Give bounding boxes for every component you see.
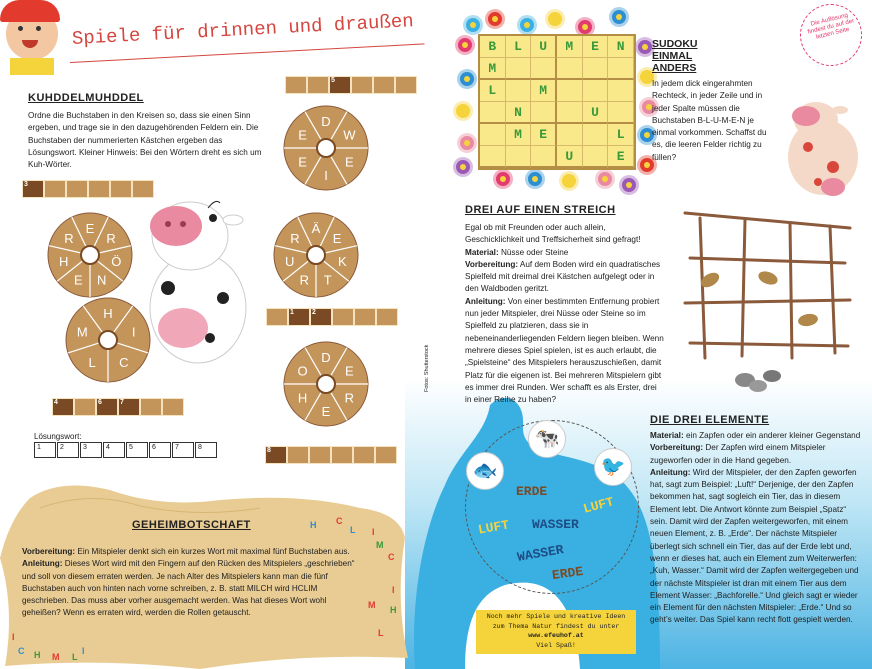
box-number: 4 <box>54 399 58 406</box>
elemente-vorbereitung-text: Der Zapfen wird einem Mitspieler zugeworfen oder in die Hand gegeben. <box>650 443 826 465</box>
flower-icon <box>548 12 562 26</box>
geheim-anleitung-text: Dieses Wort wird mit den Fingern auf den Rücken des Mitspielers „geschrieben“ und soll von diesem erraten werden. Je nach Alter des Mitspielers kann man die fünf Buchstaben auch von hinten nach vorne schreiben, z. B. statt MILCH wird HCLIM geschrieben. Das muss aber vorher ausgemacht werden. Was hat dieses Wort wohl geheißen? Wenn es erraten wird, werden die Rollen getauscht. <box>22 559 355 618</box>
element-wasser: WASSER <box>532 517 579 532</box>
solution-box-number: 6 <box>152 444 156 451</box>
wheel-letter: R <box>299 272 309 288</box>
box-number: 1 <box>290 309 294 316</box>
more-info-box <box>476 610 636 654</box>
solution-box-number: 1 <box>37 444 41 451</box>
flower-icon <box>496 172 510 186</box>
elemente-vorbereitung-label: Vorbereitung: <box>650 443 704 453</box>
sudoku-cell[interactable] <box>531 58 557 80</box>
more-info-line: Viel Spaß! <box>536 641 576 649</box>
sudoku-cell[interactable] <box>608 102 634 124</box>
scatter-letter: H <box>34 650 41 660</box>
drei-heading: DREI AUF EINEN STREICH <box>465 204 616 216</box>
wheel-letter: H <box>297 390 308 406</box>
flower-icon <box>460 136 474 150</box>
wheel-letter: E <box>298 154 307 170</box>
solution-label: Lösungswort: <box>34 432 82 441</box>
geheim-text <box>22 546 357 620</box>
wheel-letter: T <box>323 272 332 288</box>
sudoku-heading <box>652 38 698 74</box>
fish-icon: 🐟 <box>466 452 504 490</box>
letter-wheel <box>48 213 132 297</box>
scatter-letter: L <box>378 628 384 638</box>
element-erde: ERDE <box>516 484 548 499</box>
sudoku-cell[interactable] <box>480 146 506 168</box>
cow-illustration <box>128 188 268 368</box>
wheel-letter: Ä <box>311 221 321 236</box>
scatter-letter: C <box>388 552 395 562</box>
sudoku-grid <box>478 34 636 170</box>
wheel-letter: H <box>103 306 113 321</box>
geheim-vorbereitung-label: Vorbereitung: <box>22 547 76 556</box>
sudoku-cell[interactable] <box>583 80 609 102</box>
sudoku-cell[interactable] <box>608 80 634 102</box>
sudoku-cell[interactable] <box>583 58 609 80</box>
scatter-letter: I <box>12 632 15 642</box>
wheel-letter: I <box>324 168 328 183</box>
sudoku-cell[interactable] <box>506 146 532 168</box>
drei-vorbereitung-label: Vorbereitung: <box>465 259 519 269</box>
solution-box-number: 3 <box>83 444 87 451</box>
sudoku-cell[interactable]: L <box>506 36 532 58</box>
box-number: 2 <box>312 309 316 316</box>
flower-icon <box>466 18 480 32</box>
sudoku-cell[interactable] <box>506 58 532 80</box>
flower-icon <box>488 12 502 26</box>
wheel-letter: L <box>88 354 96 370</box>
page-title: Spiele für drinnen und draußen <box>71 10 415 50</box>
sudoku-cell[interactable]: E <box>583 36 609 58</box>
solution-box-number: 5 <box>129 444 133 451</box>
box-number: 6 <box>98 399 102 406</box>
wheel-letter: D <box>321 350 331 365</box>
wheel-letter: E <box>73 272 83 288</box>
wheel-letter: E <box>332 231 342 247</box>
solution-box[interactable] <box>172 442 194 458</box>
letter-wheel <box>274 213 358 297</box>
elemente-text <box>650 430 865 627</box>
sudoku-cell[interactable] <box>557 124 583 146</box>
scatter-letter: M <box>376 540 384 550</box>
letter-wheel <box>284 342 368 426</box>
elemente-anleitung-text: Wird der Mitspieler, der den Zapfen geworfen hat, sagt zum Beispiel: „Luft!“ Derjenige, der den Zapfen bekommen hat, sagt sogleich ein Tier, das in diesem Element lebt. Die Antwort könnte zum Beispiel „Spatz“ sein. Damit wird der Zapfen weitergeworfen, mit einem neuen Element, z. B. „Erde“. Der nächste Mitspieler überlegt sich schnell ein Tier, das auf der Erde lebt und, wenn er dieses hat, auch ein Element zum Weiterwerfen: „Kuh, Wasser.“ Damit wird der Zapfen weitergegeben und der nächste Mitspieler ist dran mit einem Tier aus dem Element Wasser: „Bachforelle.“ Und gleich sagt er wieder ein Element für den nächsten Mitspieler: „Erde.“ Und so geht’s weiter. Das Spiel kann recht flott gespielt werden. <box>650 467 859 625</box>
sudoku-cell[interactable]: M <box>531 80 557 102</box>
flower-icon <box>458 38 472 52</box>
more-info-line: Noch mehr Spiele und kreative Ideen <box>486 613 626 620</box>
sudoku-cell[interactable] <box>608 58 634 80</box>
drei-material-text: Nüsse oder Steine <box>500 247 569 257</box>
solution-box[interactable] <box>195 442 217 458</box>
element-luft: LUFT <box>476 517 511 538</box>
wheel-letter: K <box>337 254 347 270</box>
solution-box[interactable] <box>57 442 79 458</box>
solution-box[interactable] <box>80 442 102 458</box>
wheel-letter: R <box>344 390 355 406</box>
wheel-letter: C <box>119 354 129 370</box>
flower-icon <box>638 40 652 54</box>
sudoku-cell[interactable]: B <box>480 36 506 58</box>
drei-text <box>465 222 665 406</box>
drei-vorbereitung-text: Auf dem Boden wird ein quadratisches Spielfeld mit dreimal drei Kästchen aufgelegt oder in den Waldboden geritzt. <box>465 259 661 294</box>
wheel-letter: H <box>58 254 69 270</box>
sudoku-cell[interactable] <box>506 80 532 102</box>
sudoku-cell[interactable] <box>480 124 506 146</box>
sudoku-cell[interactable] <box>531 146 557 168</box>
solution-box-number: 2 <box>60 444 64 451</box>
scatter-letter: I <box>392 585 395 595</box>
scatter-letter: H <box>310 520 317 530</box>
geheim-heading: GEHEIMBOTSCHAFT <box>132 519 251 531</box>
sudoku-heading-line: ANDERS <box>652 62 697 74</box>
more-info-line: zum Thema Natur findest du unter <box>492 622 620 630</box>
flower-icon <box>562 174 576 188</box>
solution-box-number: 7 <box>175 444 179 451</box>
solution-box[interactable] <box>34 442 56 458</box>
sudoku-text: In jedem dick eingerahmten Rechteck, in jeder Zeile und in jeder Spalte müssen die Buchstaben B-L-U-M-E-N je einmal vorkommen. Schaffst du es, die leeren Felder richtig zu füllen? <box>652 79 767 162</box>
elemente-anleitung-label: Anleitung: <box>650 467 691 477</box>
sudoku-cell[interactable]: U <box>557 146 583 168</box>
flower-icon <box>456 104 470 118</box>
scatter-letter: C <box>18 646 25 656</box>
element-luft: LUFT <box>581 494 616 517</box>
solution-note: Die Auflösung findest du auf der letzten Seite <box>806 11 856 41</box>
wheel-letter: D <box>321 114 331 129</box>
kuhddel-text: Ordne die Buchstaben in den Kreisen so, dass sie einen Sinn ergeben, und trage sie in den dazugehörenden Feldern ein. Die Buchstaben der nummerierten Kästchen ergeben das Lösungswort. Kleiner Hinweis: Bei den Wörtern dreht es sich um Kuh-Wörter. <box>28 111 262 170</box>
sudoku-cell[interactable]: L <box>608 124 634 146</box>
wheel-letter: E <box>321 404 331 419</box>
sudoku-cell[interactable] <box>480 102 506 124</box>
wheel-letter: U <box>284 254 295 270</box>
flower-icon <box>520 18 534 32</box>
wheel-letter: R <box>64 231 74 247</box>
sudoku-cell[interactable] <box>557 80 583 102</box>
box-number: 8 <box>267 447 271 454</box>
scatter-letter: I <box>82 646 85 656</box>
drei-material-label: Material: <box>465 247 499 257</box>
wheel-letter: E <box>345 363 354 379</box>
flower-icon <box>460 72 474 86</box>
stick-grid-illustration <box>680 208 860 393</box>
flower-icon <box>598 172 612 186</box>
wheel-letter: M <box>76 324 88 340</box>
small-cow-illustration <box>778 92 868 202</box>
flower-icon <box>612 10 626 24</box>
scatter-letter: C <box>336 516 343 526</box>
scatter-letter: M <box>52 652 60 662</box>
element-erde: ERDE <box>551 563 585 584</box>
wheel-letter: E <box>85 221 95 236</box>
sudoku-heading-line: SUDOKU <box>652 38 698 50</box>
sudoku-cell[interactable]: M <box>506 124 532 146</box>
cow-icon: 🐄 <box>528 420 566 458</box>
flower-icon <box>528 172 542 186</box>
flower-icon <box>578 20 592 34</box>
photo-credit: Fotos: Shutterstock <box>424 344 430 392</box>
sudoku-cell[interactable]: N <box>506 102 532 124</box>
wheel-letter: O <box>297 363 308 379</box>
solution-box[interactable] <box>103 442 125 458</box>
solution-box[interactable] <box>149 442 171 458</box>
sudoku-cell[interactable] <box>583 146 609 168</box>
wheel-letter: R <box>290 231 300 247</box>
letter-wheel <box>284 106 368 190</box>
solution-box-number: 4 <box>106 444 110 451</box>
elemente-heading: DIE DREI ELEMENTE <box>650 414 770 426</box>
elemente-material-label: Material: <box>650 431 684 440</box>
scatter-letter: I <box>372 527 375 537</box>
more-info-link[interactable]: www.efeuhof.at <box>528 632 584 639</box>
solution-box[interactable] <box>126 442 148 458</box>
sudoku-cell[interactable]: N <box>608 36 634 58</box>
geheim-anleitung-label: Anleitung: <box>22 559 63 569</box>
scatter-letter: M <box>368 600 376 610</box>
sudoku-cell[interactable]: E <box>608 146 634 168</box>
wheel-letter: Ö <box>111 254 122 270</box>
sudoku-heading-line: EINMAL <box>652 50 693 62</box>
wheel-letter: N <box>97 272 107 288</box>
solution-box-number: 8 <box>198 444 202 451</box>
sudoku-cell[interactable]: M <box>480 58 506 80</box>
wheel-letter: I <box>131 324 136 340</box>
box-number: 5 <box>331 77 335 84</box>
sudoku-cell[interactable] <box>531 102 557 124</box>
sudoku-cell[interactable]: U <box>531 36 557 58</box>
bird-icon: 🐦 <box>594 448 632 486</box>
sudoku-cell[interactable] <box>557 102 583 124</box>
flower-icon <box>456 160 470 174</box>
sudoku-cell[interactable] <box>583 124 609 146</box>
flower-icon <box>622 178 636 192</box>
drei-anleitung-label: Anleitung: <box>465 296 506 306</box>
wheel-letter: W <box>343 127 356 143</box>
kuhddel-heading: KUHDDELMUHDDEL <box>28 92 144 104</box>
wheel-letter: E <box>298 127 307 143</box>
wheel-letter: R <box>106 231 116 247</box>
drei-intro: Egal ob mit Freunden oder auch allein, Geschicklichkeit und Treffsicherheit sind gefragt! <box>465 223 641 245</box>
sudoku-cell[interactable]: E <box>531 124 557 146</box>
sudoku-cell[interactable]: M <box>557 36 583 58</box>
elemente-material-text: ein Zapfen oder ein anderer kleiner Gegenstand <box>685 431 861 440</box>
wheel-letter: E <box>345 154 354 170</box>
box-number: 3 <box>24 181 28 188</box>
scatter-letter: L <box>350 525 356 535</box>
scatter-letter: H <box>390 605 397 615</box>
sudoku-cell[interactable] <box>557 58 583 80</box>
element-wasser: WASSER <box>516 542 565 565</box>
sudoku-cell[interactable]: L <box>480 80 506 102</box>
drei-anleitung-text: Von einer bestimmten Entfernung probiert nun jeder Mitspieler, drei Nüsse oder Steine so im Spielfeld zu platzieren, dass sie in nebeneinanderliegenden Feldern liegen bleiben. Wenn mehrere dieses Spiel spielen, ist es auch erlaubt, die „Spielsteine“ des Mitspielers herauszuschießen, damit Platz für die eigenen ist. Bei mehreren Mitspielern gibt es immer drei Runden. Wer schafft es als Erster, drei in einer Reihe zu haben? <box>465 296 664 405</box>
sudoku-cell[interactable]: U <box>583 102 609 124</box>
geheim-vorbereitung-text: Ein Mitspieler denkt sich ein kurzes Wort mit maximal fünf Buchstaben aus. <box>77 547 350 556</box>
box-number: 7 <box>120 399 124 406</box>
scatter-letter: L <box>72 652 78 662</box>
